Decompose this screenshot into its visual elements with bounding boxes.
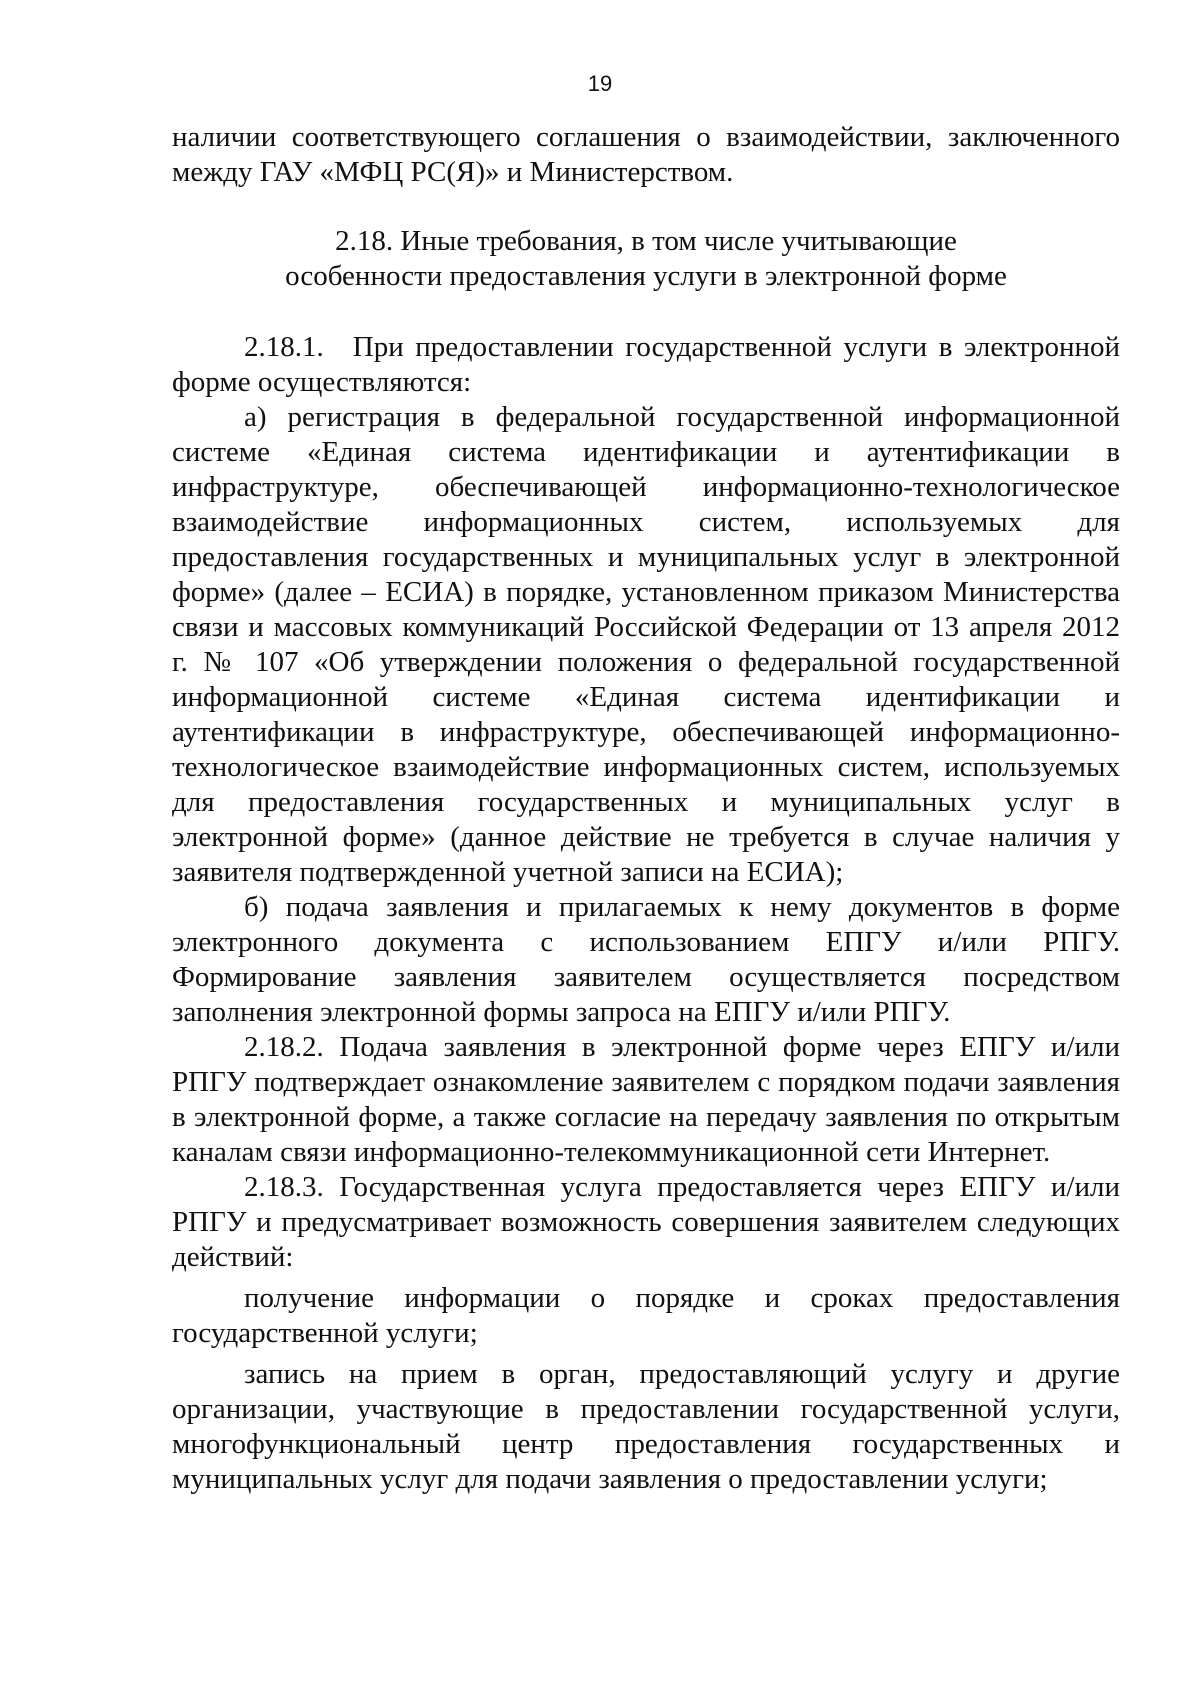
paragraph-intro: наличии соответствующего соглашения о взаимодействии, заключенного между ГАУ «МФЦ РС(Я)» и Министерством. [172, 121, 1120, 188]
paragraph-2-18-3: 2.18.3. Государственная услуга предоставляется через ЕПГУ и/или РПГУ и предусматривает возможность совершения заявителем следующих действий: [172, 1171, 1120, 1273]
page-number: 19 [587, 71, 613, 96]
section-heading [172, 224, 1120, 294]
section-heading-line-1: 2.18. Иные требования, в том числе учитывающие [335, 225, 957, 257]
paragraph-appointment-action: запись на прием в орган, предоставляющий услугу и другие организации, участвующие в предоставлении государственной услуги, многофункциональный центр предоставления государственных и муниципальных услуг для подачи заявления о предоставлении услуги; [172, 1358, 1120, 1495]
paragraph-2-18-1: 2.18.1. При предоставлении государственной услуги в электронной форме осуществляются: [172, 331, 1120, 398]
paragraph-info-action: получение информации о порядке и сроках предоставления государственной услуги; [172, 1282, 1120, 1349]
section-heading-line-2: особенности предоставления услуги в электронной форме [285, 260, 1007, 292]
paragraph-item-b: б) подача заявления и прилагаемых к нему документов в форме электронного документа с использованием ЕПГУ и/или РПГУ. Формирование заявления заявителем осуществляется посредством заполнения электронной формы запроса на ЕПГУ и/или РПГУ. [172, 891, 1120, 1028]
document-body [172, 120, 1120, 1497]
paragraph-item-a: а) регистрация в федеральной государственной информационной системе «Единая система идентификации и аутентификации в инфраструктуре, обеспечивающей информационно-технологическое взаимодействие информационных систем, используемых для предоставления государственных и муниципальных услуг в электронной форме» (далее – ЕСИА) в порядке, установленном приказом Министерства связи и массовых коммуникаций Российской Федерации от 13 апреля 2012 г. № 107 «Об утверждении положения о федеральной государственной информационной системе «Единая система идентификации и аутентификации в инфраструктуре, обеспечивающей информационно-технологическое взаимодействие информационных систем, используемых для предоставления государственных и муниципальных услуг в электронной форме» (данное действие не требуется в случае наличия у заявителя подтвержденной учетной записи на ЕСИА); [172, 401, 1120, 888]
paragraph-2-18-2: 2.18.2. Подача заявления в электронной форме через ЕПГУ и/или РПГУ подтверждает ознакомление заявителем с порядком подачи заявления в электронной форме, а также согласие на передачу заявления по открытым каналам связи информационно-телекоммуникационной сети Интернет. [172, 1031, 1120, 1168]
